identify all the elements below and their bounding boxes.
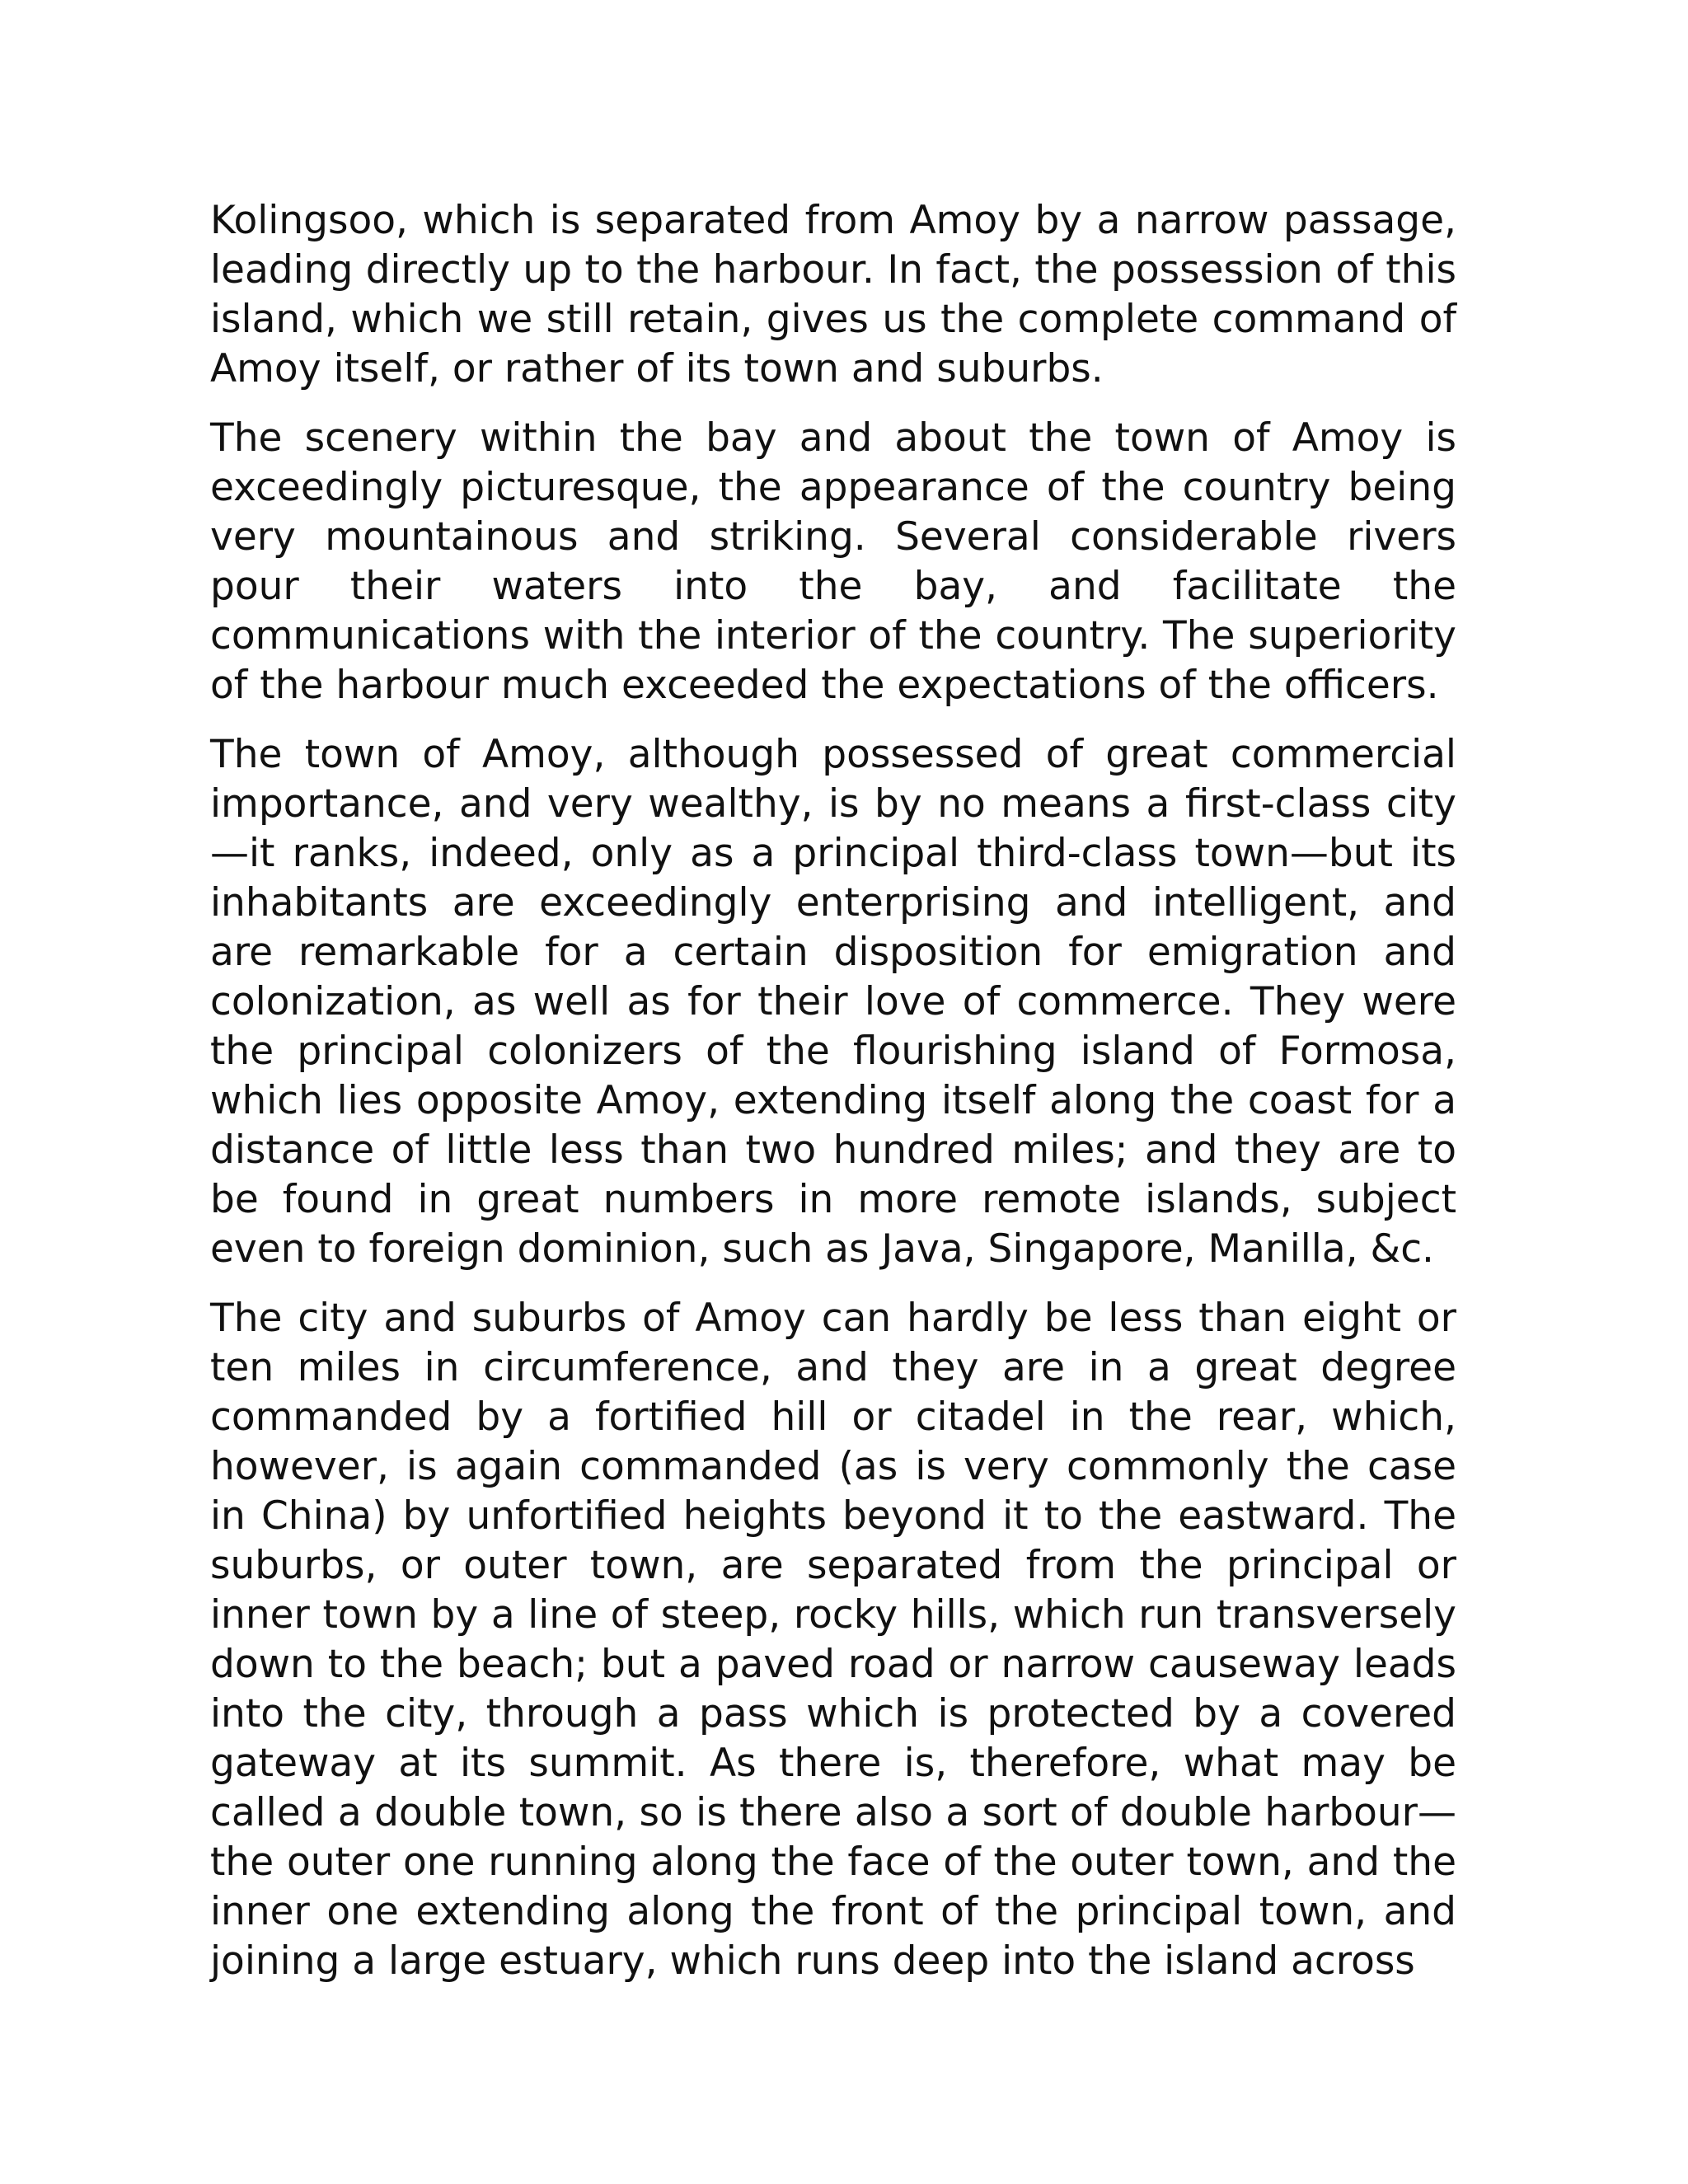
paragraph-4: The city and suburbs of Amoy can hardly be less than eight or ten miles in circumference, and they are in a great degree commanded by a fortified hill or citadel in the rear, which, however, is again commanded (as is very commonly the case in China) by unfortified heights beyond it to the eastward. The suburbs, or outer town, are separated from the principal or inner town by a line of steep, rocky hills, which run transversely down to the beach; but a paved road or narrow causeway leads into the city, through a pass which is protected by a covered gateway at its summit. As there is, therefore, what may be called a double town, so is there also a sort of double harbour—the outer one running along the face of the outer town, and the inner one extending along the front of the principal town, and joining a large estuary, which runs deep into the island across bbox=[210, 1296, 1456, 1984]
paragraph-1: Kolingsoo, which is separated from Amoy by a narrow passage, leading directly up to the harbour. In fact, the possession of this island, which we still retain, gives us the complete command of Amoy itself, or rather of its town and suburbs. bbox=[210, 198, 1456, 391]
paragraph-2: The scenery within the bay and about the town of Amoy is exceedingly picturesque, the appearance of the country being very mountainous and striking. Several considerable rivers pour their waters into the bay, and facilitate the communications with the interior of the country. The superiority of the harbour much exceeded the expectations of the officers. bbox=[210, 415, 1456, 708]
paragraph-3: The town of Amoy, although possessed of great commercial importance, and very wealthy, is by no means a first-class city—it ranks, indeed, only as a principal third-class town—but its inhabitants are exceedingly enterprising and intelligent, and are remarkable for a certain disposition for emigration and colonization, as well as for their love of commerce. They were the principal colonizers of the flourishing island of Formosa, which lies opposite Amoy, extending itself along the coast for a distance of little less than two hundred miles; and they are to be found in great numbers in more remote islands, subject even to foreign dominion, such as Java, Singapore, Manilla, &c. bbox=[210, 732, 1456, 1272]
document-page bbox=[210, 196, 1456, 2006]
